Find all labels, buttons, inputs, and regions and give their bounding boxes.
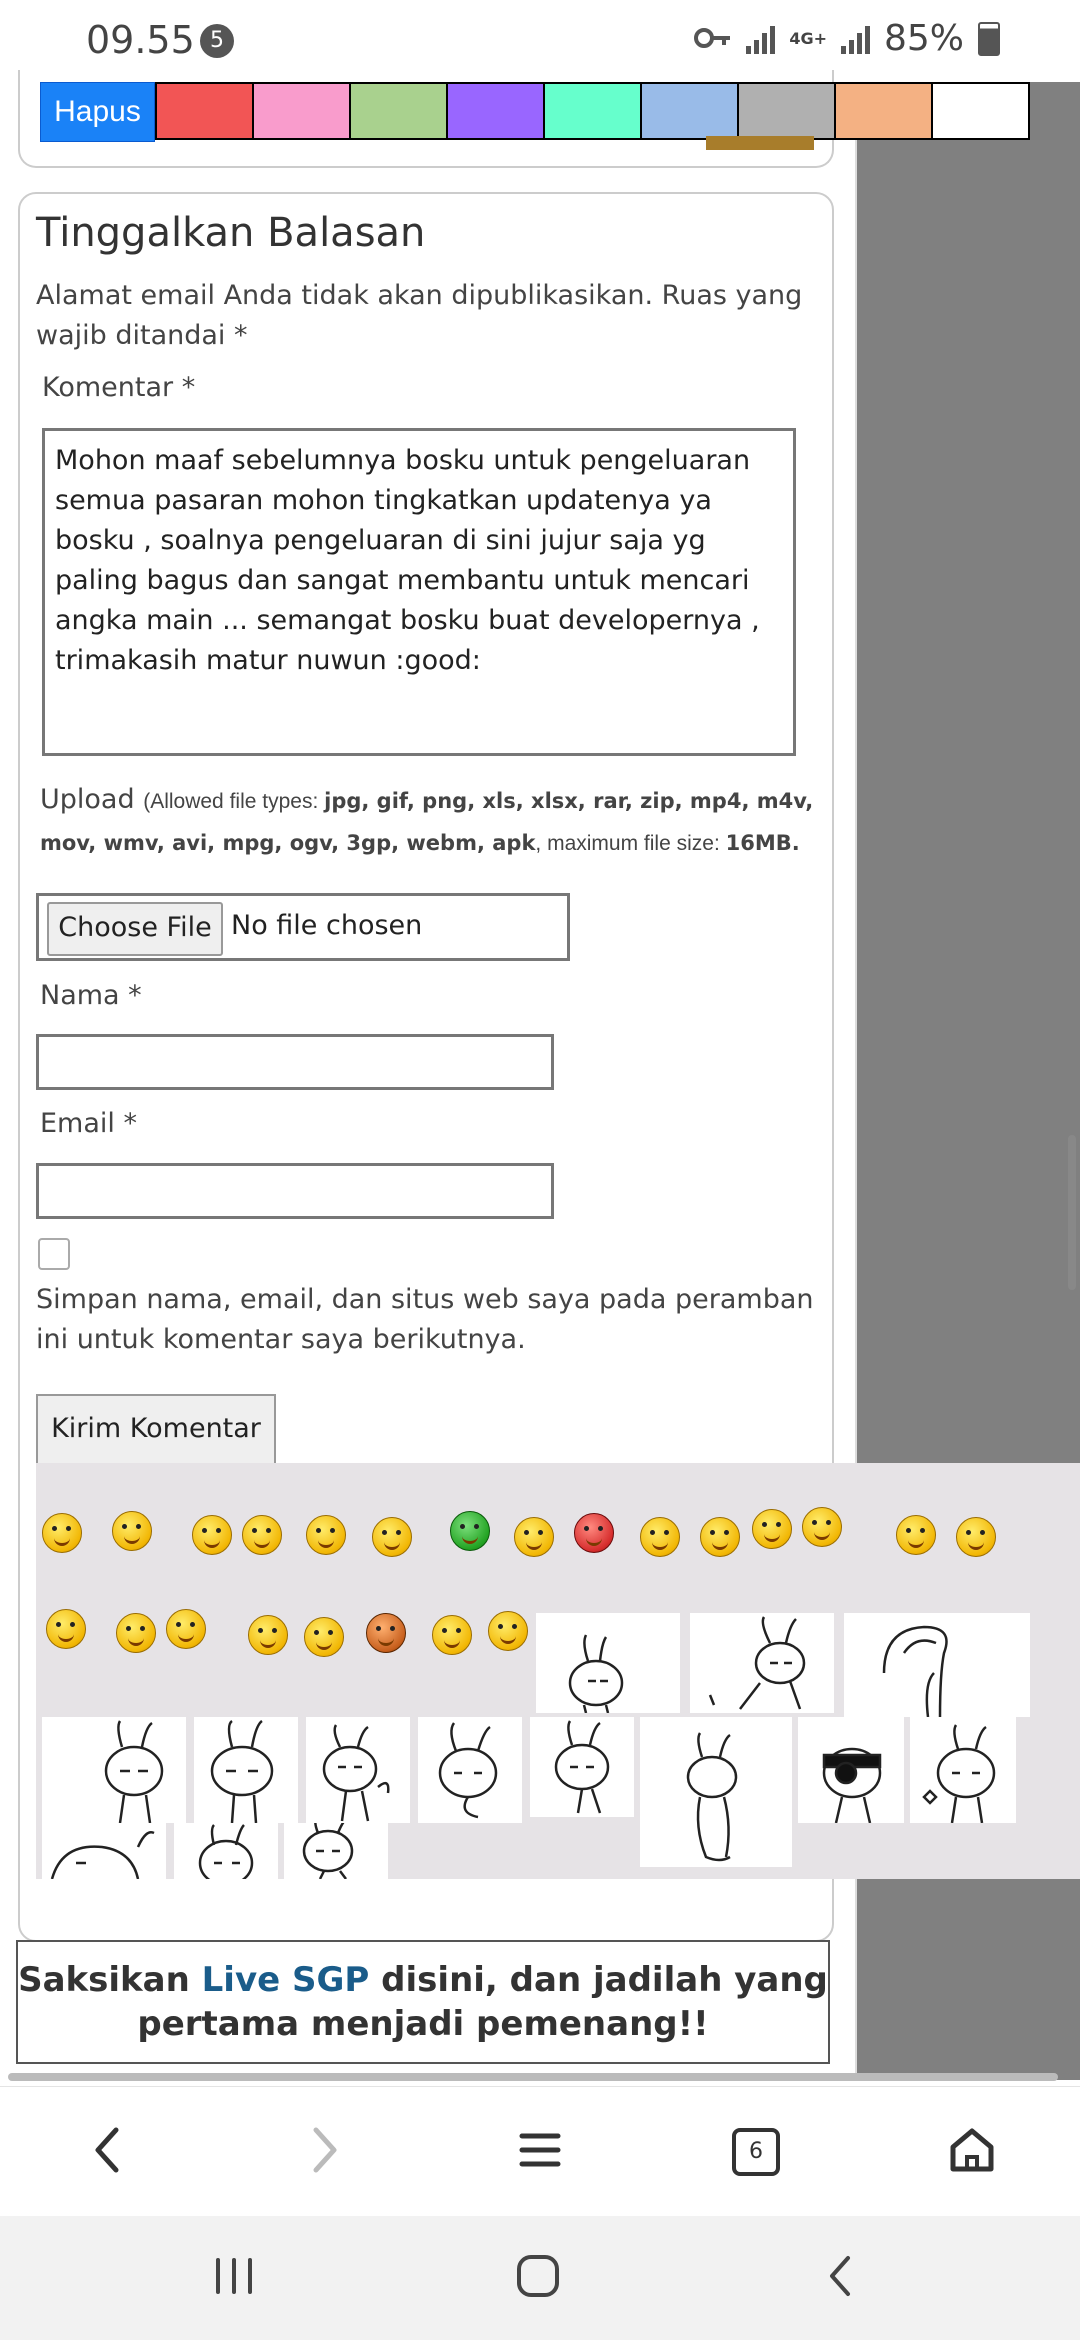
smiley-icon[interactable]: [192, 1515, 232, 1555]
recent-apps-button[interactable]: [174, 2216, 294, 2340]
bunny-sticker[interactable]: [418, 1717, 522, 1823]
color-swatch-aqua[interactable]: [543, 84, 640, 138]
remember-text: Simpan nama, email, dan situs web saya pada peramban ini untuk komentar saya berikutnya.: [36, 1284, 814, 1355]
vpn-key-icon: [694, 18, 732, 59]
home-icon: [514, 2252, 562, 2305]
upload-types: jpg, gif, png, xls, xlsx, rar, zip, mp4, m4v, mov, wmv, avi, mpg, ogv, 3gp, webm, apk: [40, 789, 814, 855]
promo-prefix: Saksikan: [18, 1960, 202, 2000]
bunny-sticker[interactable]: [536, 1613, 680, 1713]
email-input[interactable]: [36, 1163, 554, 1219]
color-swatch-blue[interactable]: [640, 84, 737, 138]
vertical-scrollbar[interactable]: [1068, 1135, 1076, 1290]
upload-label: Upload: [40, 784, 135, 815]
smiley-icon[interactable]: [46, 1609, 86, 1649]
bunny-sticker[interactable]: [640, 1717, 792, 1867]
battery-percent: 85%: [883, 18, 964, 59]
smiley-icon[interactable]: [372, 1517, 412, 1557]
upload-prefix: (Allowed file types:: [143, 790, 325, 813]
smiley-panel: [36, 1463, 1080, 1879]
upload-info: [40, 780, 820, 864]
system-back-button[interactable]: [780, 2216, 900, 2340]
smiley-icon[interactable]: [574, 1513, 614, 1553]
smiley-icon[interactable]: [306, 1515, 346, 1555]
smiley-icon[interactable]: [248, 1615, 288, 1655]
color-swatch-white[interactable]: [931, 84, 1028, 138]
bunny-sticker[interactable]: [42, 1717, 186, 1823]
horizontal-scrollbar[interactable]: [8, 2073, 1058, 2081]
smiley-icon[interactable]: [112, 1511, 152, 1551]
wifi-signal-icon: [746, 24, 775, 54]
color-palette: [40, 82, 1030, 140]
bunny-sticker[interactable]: [174, 1823, 278, 1879]
brush-size-bar[interactable]: [706, 136, 814, 150]
clock: 09.55: [86, 18, 195, 62]
smiley-icon[interactable]: [116, 1613, 156, 1653]
name-input[interactable]: [36, 1034, 554, 1090]
tabs-icon: 6: [732, 2128, 780, 2176]
bunny-sticker[interactable]: [306, 1717, 410, 1823]
smiley-icon[interactable]: [242, 1515, 282, 1555]
bunny-sticker[interactable]: [284, 1823, 388, 1879]
smiley-icon[interactable]: [640, 1517, 680, 1557]
smiley-icon[interactable]: [432, 1615, 472, 1655]
forward-button[interactable]: [264, 2087, 384, 2217]
color-swatch-gray[interactable]: [737, 84, 834, 138]
forward-icon: [304, 2124, 344, 2181]
back-button[interactable]: [48, 2087, 168, 2217]
choose-file-button[interactable]: Choose File: [47, 902, 223, 956]
file-input[interactable]: [36, 893, 570, 961]
smiley-icon[interactable]: [42, 1513, 82, 1553]
promo-banner: [16, 1940, 830, 2064]
smiley-icon[interactable]: [450, 1511, 490, 1551]
notification-count-badge: 5: [200, 24, 234, 58]
erase-button[interactable]: Hapus: [40, 82, 155, 142]
reply-title: Tinggalkan Balasan: [36, 210, 426, 256]
system-navigation-bar: [0, 2216, 1080, 2340]
comment-label: Komentar *: [42, 372, 196, 403]
smiley-icon[interactable]: [304, 1617, 344, 1657]
smiley-icon[interactable]: [488, 1611, 528, 1651]
smiley-icon[interactable]: [366, 1613, 406, 1653]
color-swatch-peach[interactable]: [834, 84, 931, 138]
smiley-icon[interactable]: [752, 1509, 792, 1549]
recent-apps-icon: [212, 2256, 256, 2301]
back-icon: [88, 2124, 128, 2181]
submit-comment-button[interactable]: Kirim Komentar: [36, 1394, 276, 1466]
bunny-sticker[interactable]: [194, 1717, 298, 1823]
menu-button[interactable]: [480, 2087, 600, 2217]
color-swatch-red[interactable]: [155, 84, 252, 138]
bunny-sticker[interactable]: [798, 1717, 904, 1823]
email-label: Email *: [40, 1108, 137, 1139]
browser-toolbar: [0, 2086, 1080, 2217]
tabs-button[interactable]: [696, 2087, 816, 2217]
name-label: Nama *: [40, 980, 142, 1011]
email-notice: Alamat email Anda tidak akan dipublikasikan. Ruas yang wajib ditandai *: [36, 280, 803, 351]
color-swatch-green[interactable]: [349, 84, 446, 138]
color-swatch-pink[interactable]: [252, 84, 349, 138]
promo-suffix: disini, dan jadilah yang pertama menjadi pemenang!!: [137, 1960, 828, 2044]
menu-icon: [518, 2128, 562, 2177]
network-type-label: 4G+: [789, 28, 827, 48]
remember-checkbox[interactable]: [38, 1238, 70, 1270]
status-icons: [694, 18, 1000, 59]
home-icon: [947, 2125, 997, 2180]
bunny-sticker[interactable]: [844, 1613, 1030, 1717]
bunny-sticker[interactable]: [530, 1717, 634, 1817]
smiley-icon[interactable]: [166, 1609, 206, 1649]
battery-icon: [978, 22, 1000, 56]
smiley-icon[interactable]: [896, 1515, 936, 1555]
upload-size: 16MB.: [725, 831, 800, 855]
smiley-icon[interactable]: [956, 1517, 996, 1557]
bunny-sticker[interactable]: [910, 1717, 1016, 1823]
bunny-sticker[interactable]: [42, 1823, 166, 1879]
bunny-sticker[interactable]: [690, 1613, 834, 1713]
smiley-icon[interactable]: [802, 1507, 842, 1547]
system-home-button[interactable]: [478, 2216, 598, 2340]
home-button[interactable]: [912, 2087, 1032, 2217]
file-status: No file chosen: [231, 910, 423, 941]
cell-signal-icon: [841, 24, 870, 54]
smiley-icon[interactable]: [700, 1517, 740, 1557]
upload-size-label: , maximum file size:: [535, 832, 726, 855]
comment-textarea[interactable]: Mohon maaf sebelumnya bosku untuk pengeluaran semua pasaran mohon tingkatkan updatenya ya bosku , soalnya pengeluaran di sini jujur saja yg paling bagus dan sangat membantu untuk mencari angka main ... semangat bosku buat developernya , trimakasih matur nuwun :good:: [42, 428, 796, 756]
back-icon: [820, 2252, 860, 2305]
promo-link[interactable]: Live SGP: [201, 1960, 370, 2000]
color-swatch-purple[interactable]: [446, 84, 543, 138]
smiley-icon[interactable]: [514, 1517, 554, 1557]
